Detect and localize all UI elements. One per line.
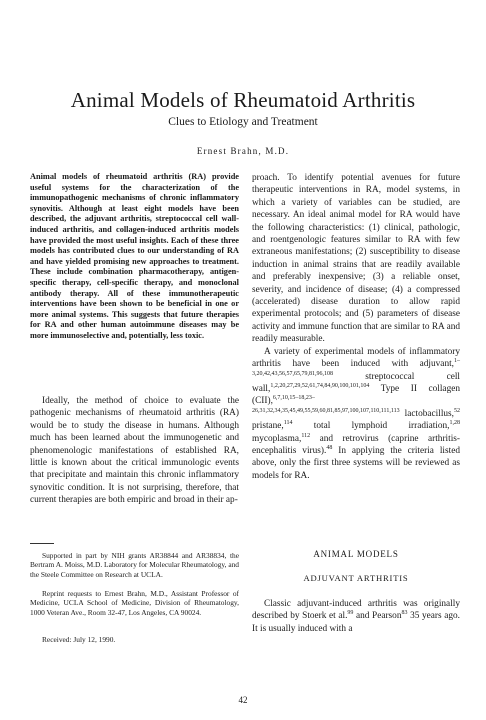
adjuvant-paragraph (252, 598, 460, 635)
footnote-received: Received: July 12, 1990. (42, 635, 116, 644)
models-text-7: mycoplasma, (252, 433, 302, 444)
models-text-4: lactobacillus, (399, 408, 454, 419)
models-text-3: Type II collagen (CII), (252, 383, 460, 407)
models-text-5: pristane, (252, 421, 284, 432)
ref-irradiation: 1,28 (449, 420, 460, 427)
adjuvant-text-2: and Pearson (353, 611, 402, 622)
models-text-6: total lymphoid irradiation, (292, 421, 450, 432)
footnote-support: Supported in part by NIH grants AR38844 and AR38834, the Bertram A. Moiss, M.D. Laboratory for Molecular Rheumatology, and the Steele Committee on Research at UCLA. (30, 551, 239, 579)
intro-paragraph (30, 395, 239, 507)
footnote-rule (30, 543, 54, 544)
ref-collagen: 6,7,10,15–18,23–26,31,32,34,35,45,49,55,59,60,81,85,97,100,107,110,111,113 (252, 395, 400, 414)
section-heading-animal-models: ANIMAL MODELS (313, 549, 399, 559)
models-text-9: In applying the criteria listed above, only the first three systems will be reviewed as models for RA. (252, 445, 460, 481)
models-text-8: and retrovirus (caprine arthritis-encephalitis virus). (252, 433, 460, 456)
ref-pearson: 83 (401, 610, 408, 617)
intro-text: Ideally, the method of choice to evaluate the pathogenic mechanisms of rheumatoid arthritis (RA) would be to study the disease in humans. Although much has been learned about the immunogenetic and phenomenologic manifestations of established RA, little is known about the critical immunologic events that precipitate and maintain this chronic inflammatory synovitic condition. It is not surprising, therefore, that current therapies are both empiric and broad in their ap- (30, 396, 239, 506)
adjuvant-text-1: Classic adjuvant-induced arthritis was originally described by Stoerk et al. (252, 599, 460, 622)
ref-stoerk: 99 (347, 610, 354, 617)
ref-mycoplasma: 112 (301, 432, 311, 439)
criteria-paragraph: proach. To identify potential avenues for future therapeutic interventions in RA, model systems, in which a variety of variables can be studied, are necessary. An ideal animal model for RA would have the following characteristics: (1) clinical, pathologic, and roentgenologic features similar to RA with few extraneous manifestations; (2) susceptibility to disease induction in animal strains that are readily available and preferably inexpensive; (3) a reliable onset, severity, and incidence of disease; (4) a compressed (accelerated) disease duration to allow rapid experimental protocols; and (5) parameters of disease activity and immune function that are similar to RA and readily measurable. (252, 173, 460, 345)
adjuvant-text (252, 598, 460, 635)
section-heading-adjuvant-arthritis: ADJUVANT ARTHRITIS (303, 573, 409, 583)
article-title: Animal Models of Rheumatoid Arthritis (70, 88, 416, 112)
abstract: Animal models of rheumatoid arthritis (RA) provide useful systems for the characterization of the immunopathogenic mechanisms of chronic inflammatory synovitis. Although at least eight models have been described, the adjuvant arthritis, streptococcal cell wall-induced arthritis, and collagen-induced arthritis models have provided the most useful insights. Each of these three models has contributed clues to our understanding of RA and have yielded promising new approaches to treatment. These include combination pharmacotherapy, antigen-specific therapy, cell-specific therapy, and monoclonal antibody therapy. All of these immunotherapeutic interventions have been shown to be beneficial in one or more animal systems. This suggests that future therapies for RA and other human autoimmune diseases may be more immunoselective and, potentially, less toxic. (30, 172, 239, 340)
models-text-2: streptococcal cell wall, (252, 371, 460, 394)
ref-retrovirus: 48 (326, 444, 333, 451)
author-name: Ernest Brahn, M.D. (196, 146, 290, 156)
footnote-reprint: Reprint requests to Ernest Brahn, M.D., Assistant Professor of Medicine, UCLA School of Medicine, Division of Rheumatology, 1000 Veteran Ave., Room 32-47, Los Angeles, CA 90024. (30, 589, 239, 617)
right-column (252, 172, 460, 482)
models-list-paragraph (252, 346, 460, 482)
page-number: 42 (238, 695, 248, 705)
ref-cell-wall: 1,2,20,27,29,52,61,74,84,90,100,101,104 (270, 382, 370, 389)
ref-pristane: 114 (283, 420, 293, 427)
adjuvant-text-3: 35 years ago. It is usually induced with a (252, 611, 460, 634)
article-subtitle: Clues to Etiology and Treatment (168, 116, 318, 128)
models-text-1: A variety of experimental models of inflammatory arthritis have been induced with adjuvant, (252, 346, 460, 370)
ref-adjuvant: 1–3,20,42,43,56,57,65,79,81,96,108 (252, 358, 460, 377)
ref-lactobacillus: 52 (454, 407, 460, 414)
